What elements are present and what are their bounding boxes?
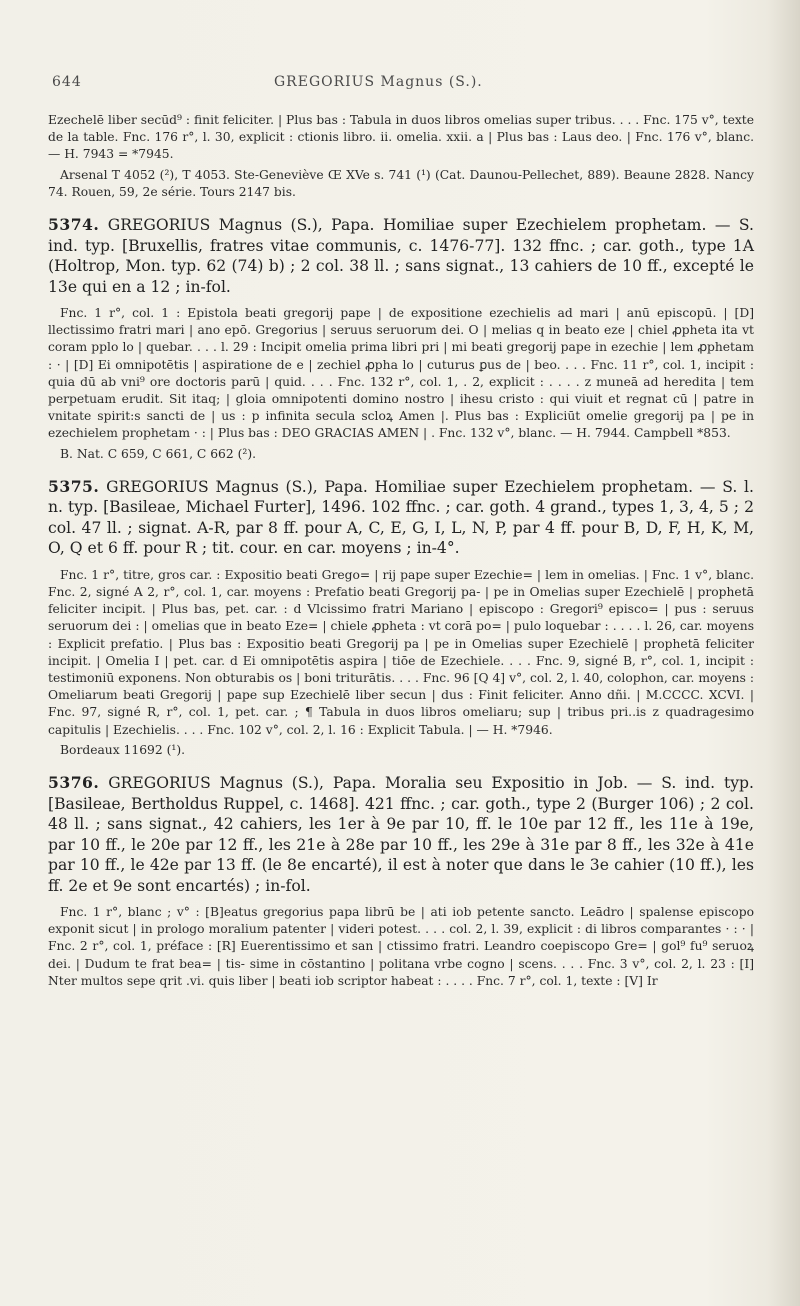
continued-entry	[48, 112, 754, 201]
entry-description: Fnc. 1 r°, titre, gros car. : Expositio beati Grego= | rij pape super Ezechie= | lem in omelias. | Fnc. 1 v°, blanc. Fnc. 2, signé A 2, r°, col. 1, car. moyens : Prefatio beati Gregorij pa- | pe in Omelias super Ezechielē | prophetā feliciter incipit. | Plus bas, pet. car. : d Vlcissimo fratri Mariano | episcopo : Gregori⁹ episco= | pus : seruus seruorum dei : | omelias que in beato Eze= | chiele ꝓpheta : vt corā po= | pulo loquebar : . . . . l. 26, car. moyens : Explicit prefatio. | Plus bas : Expositio beati Gregorij pa | pe in Omelias super Ezechielē | prophetā feliciter incipit. | Omelia I | pet. car. d Ei omnipotētis aspira | tiōe de Ezechiele. . . . Fnc. 9, signé B, r°, col. 1, incipit : testimoniū exponens. Non obturabis os | boni triturātis. . . . Fnc. 96 [Q 4] v°, col. 2, l. 40, colophon, car. moyens : Omeliarum beati Gregorij | pape sup Ezechielē liber secun | dus : Finit feliciter. Anno dñi. | M.CCCC. XCVI. | Fnc. 97, signé R, r°, col. 1, pet. car. ; ¶ Tabula in duos libros omeliaru; sup | tribus pri..is z quadragesimo capitulis | Ezechielis. . . . Fnc. 102 v°, col. 2, l. 16 : Explicit Tabula. | — H. *7946.	[48, 567, 754, 737]
entry-title: GREGORIUS Magnus (S.), Papa. Moralia seu Expositio in Job. — S. ind. typ. [Basileae, Bertholdus Ruppel, c. 1468]. 421 ffnc. ; car. goth., type 2 (Burger 106) ; 2 col. 48 ll. ; sans signat., 42 cahiers, les 1er à 9e par 10, ff. le 10e par 12 ff., les 11e à 19e, par 10 ff., le 20e par 12 ff., les 21e à 28e par 10 ff., les 29e à 31e par 8 ff., les 32e à 41e par 10 ff., le 42e par 13 ff. (le 8e encarté), il est à noter que dans le 3e cahier (10 ff.), les ff. 2e et 9e sont encartés) ; in-fol.	[48, 774, 754, 895]
entry-heading	[48, 477, 754, 559]
catalogue-entry-5376	[48, 773, 754, 990]
running-title: GREGORIUS Magnus (S.).	[274, 74, 483, 90]
library-holdings: B. Nat. C 659, C 661, C 662 (²).	[60, 446, 257, 461]
entry-number: 5374.	[48, 215, 100, 235]
entry-number: 5375.	[48, 476, 100, 496]
catalogue-entry-5374	[48, 215, 754, 463]
entry-description: Fnc. 1 r°, col. 1 : Epistola beati gregorij pape | de expositione ezechielis ad mari | anū episcopū. | [D] llectissimo fratri mari | ano epō. Gregorius | seruus seruorum dei. O | melias q in beato eze | chiel ꝓpheta ita vt coram pplo lo | quebar. . . . l. 29 : Incipit omelia prima libri pri | mi beati gregorij pape in ezechie | lem ꝓphetam : · | [D] Ei omnipotētis | aspiratione de e | zechiel ꝓpha lo | cuturus ꝑus de | beo. . . . Fnc. 11 r°, col. 1, incipit : quia dū ab vni⁹ ore doctoris parū | quid. . . . Fnc. 132 r°, col. 1, . 2, explicit : . . . . z muneā ad heredita | tem perpetuam erudit. Sit itaq; | gloia omnipotenti domino nostro | ihesu cristo : qui viuit et regnat cū | patre in vnitate spirit:s sancti de | us : p infinita secula scloꝝ Amen |. Plus bas : Expliciūt omelie gregorij pa | pe in ezechielem prophetam · : | Plus bas : DEO GRACIAS AMEN | . Fnc. 132 v°, blanc. — H. 7944. Campbell *853.	[48, 306, 754, 441]
library-holdings: Arsenal T 4052 (²), T 4053. Ste-Geneviève Œ XVe s. 741 (¹) (Cat. Daunou-Pellechet, 889). Beaune 2828. Nancy 74. Rouen, 59, 2e série. Tours 2147 bis.	[48, 167, 754, 199]
entry-description: Fnc. 1 r°, blanc ; v° : [B]eatus gregorius papa librū be | ati iob petente sancto. Leādro | spalense episcopo exponit sicut | in prologo moralium patenter | videri potest. . . . col. 2, l. 39, explicit : di libros comparantes · : · | Fnc. 2 r°, col. 1, préface : [R] Euerentissimo et san | ctissimo fratri. Leandro coepiscopo Gre= | gol⁹ fu⁹ seruoꝝ dei. | Dudum te frat bea= | tis- sime in cōstantino | politana vrbe cogno | scens. . . . Fnc. 3 v°, col. 2, l. 23 : [I] Nter multos sepe qrit .vi. quis liber | beati iob scriptor habeat : . . . . Fnc. 7 r°, col. 1, texte : [V] Ir	[48, 905, 754, 988]
entry-heading	[48, 773, 754, 896]
entry-title: GREGORIUS Magnus (S.), Papa. Homiliae super Ezechielem prophetam. — S. l. n. typ. [Basileae, Michael Furter], 1496. 102 ffnc. ; car. goth. 4 grand., types 1, 3, 4, 5 ; 2 col. 47 ll. ; signat. A-R, par 8 ff. pour A, C, E, G, I, L, N, P, par 4 ff. pour B, D, F, H, K, M, O, Q et 6 ff. pour R ; tit. cour. en car. moyens ; in-4°.	[48, 477, 755, 558]
running-head	[52, 74, 752, 90]
entry-heading	[48, 215, 754, 297]
library-holdings: Bordeaux 11692 (¹).	[60, 742, 186, 757]
entry-number: 5376.	[48, 773, 100, 793]
catalogue-text	[48, 112, 754, 990]
catalogue-entry-5375	[48, 477, 754, 759]
continued-paragraph: Ezechelē liber secūd⁹ : finit feliciter. | Plus bas : Tabula in duos libros omelias super tribus. . . . Fnc. 175 v°, texte de la table. Fnc. 176 r°, l. 30, explicit : ctionis libro. ii. omelia. xxii. a | Plus bas : Laus deo. | Fnc. 176 v°, blanc. — H. 7943 = *7945.	[48, 113, 754, 162]
entry-title: GREGORIUS Magnus (S.), Papa. Homiliae super Ezechielem prophetam. — S. ind. typ. [Bruxellis, fratres vitae communis, c. 1476-77]. 132 ffnc. ; car. goth., type 1A (Holtrop, Mon. typ. 62 (74) b) ; 2 col. 38 ll. ; sans signat., 13 cahiers de 10 ff., excepté le 13e qui en a 12 ; in-fol.	[48, 216, 754, 296]
page-number: 644	[52, 74, 82, 90]
